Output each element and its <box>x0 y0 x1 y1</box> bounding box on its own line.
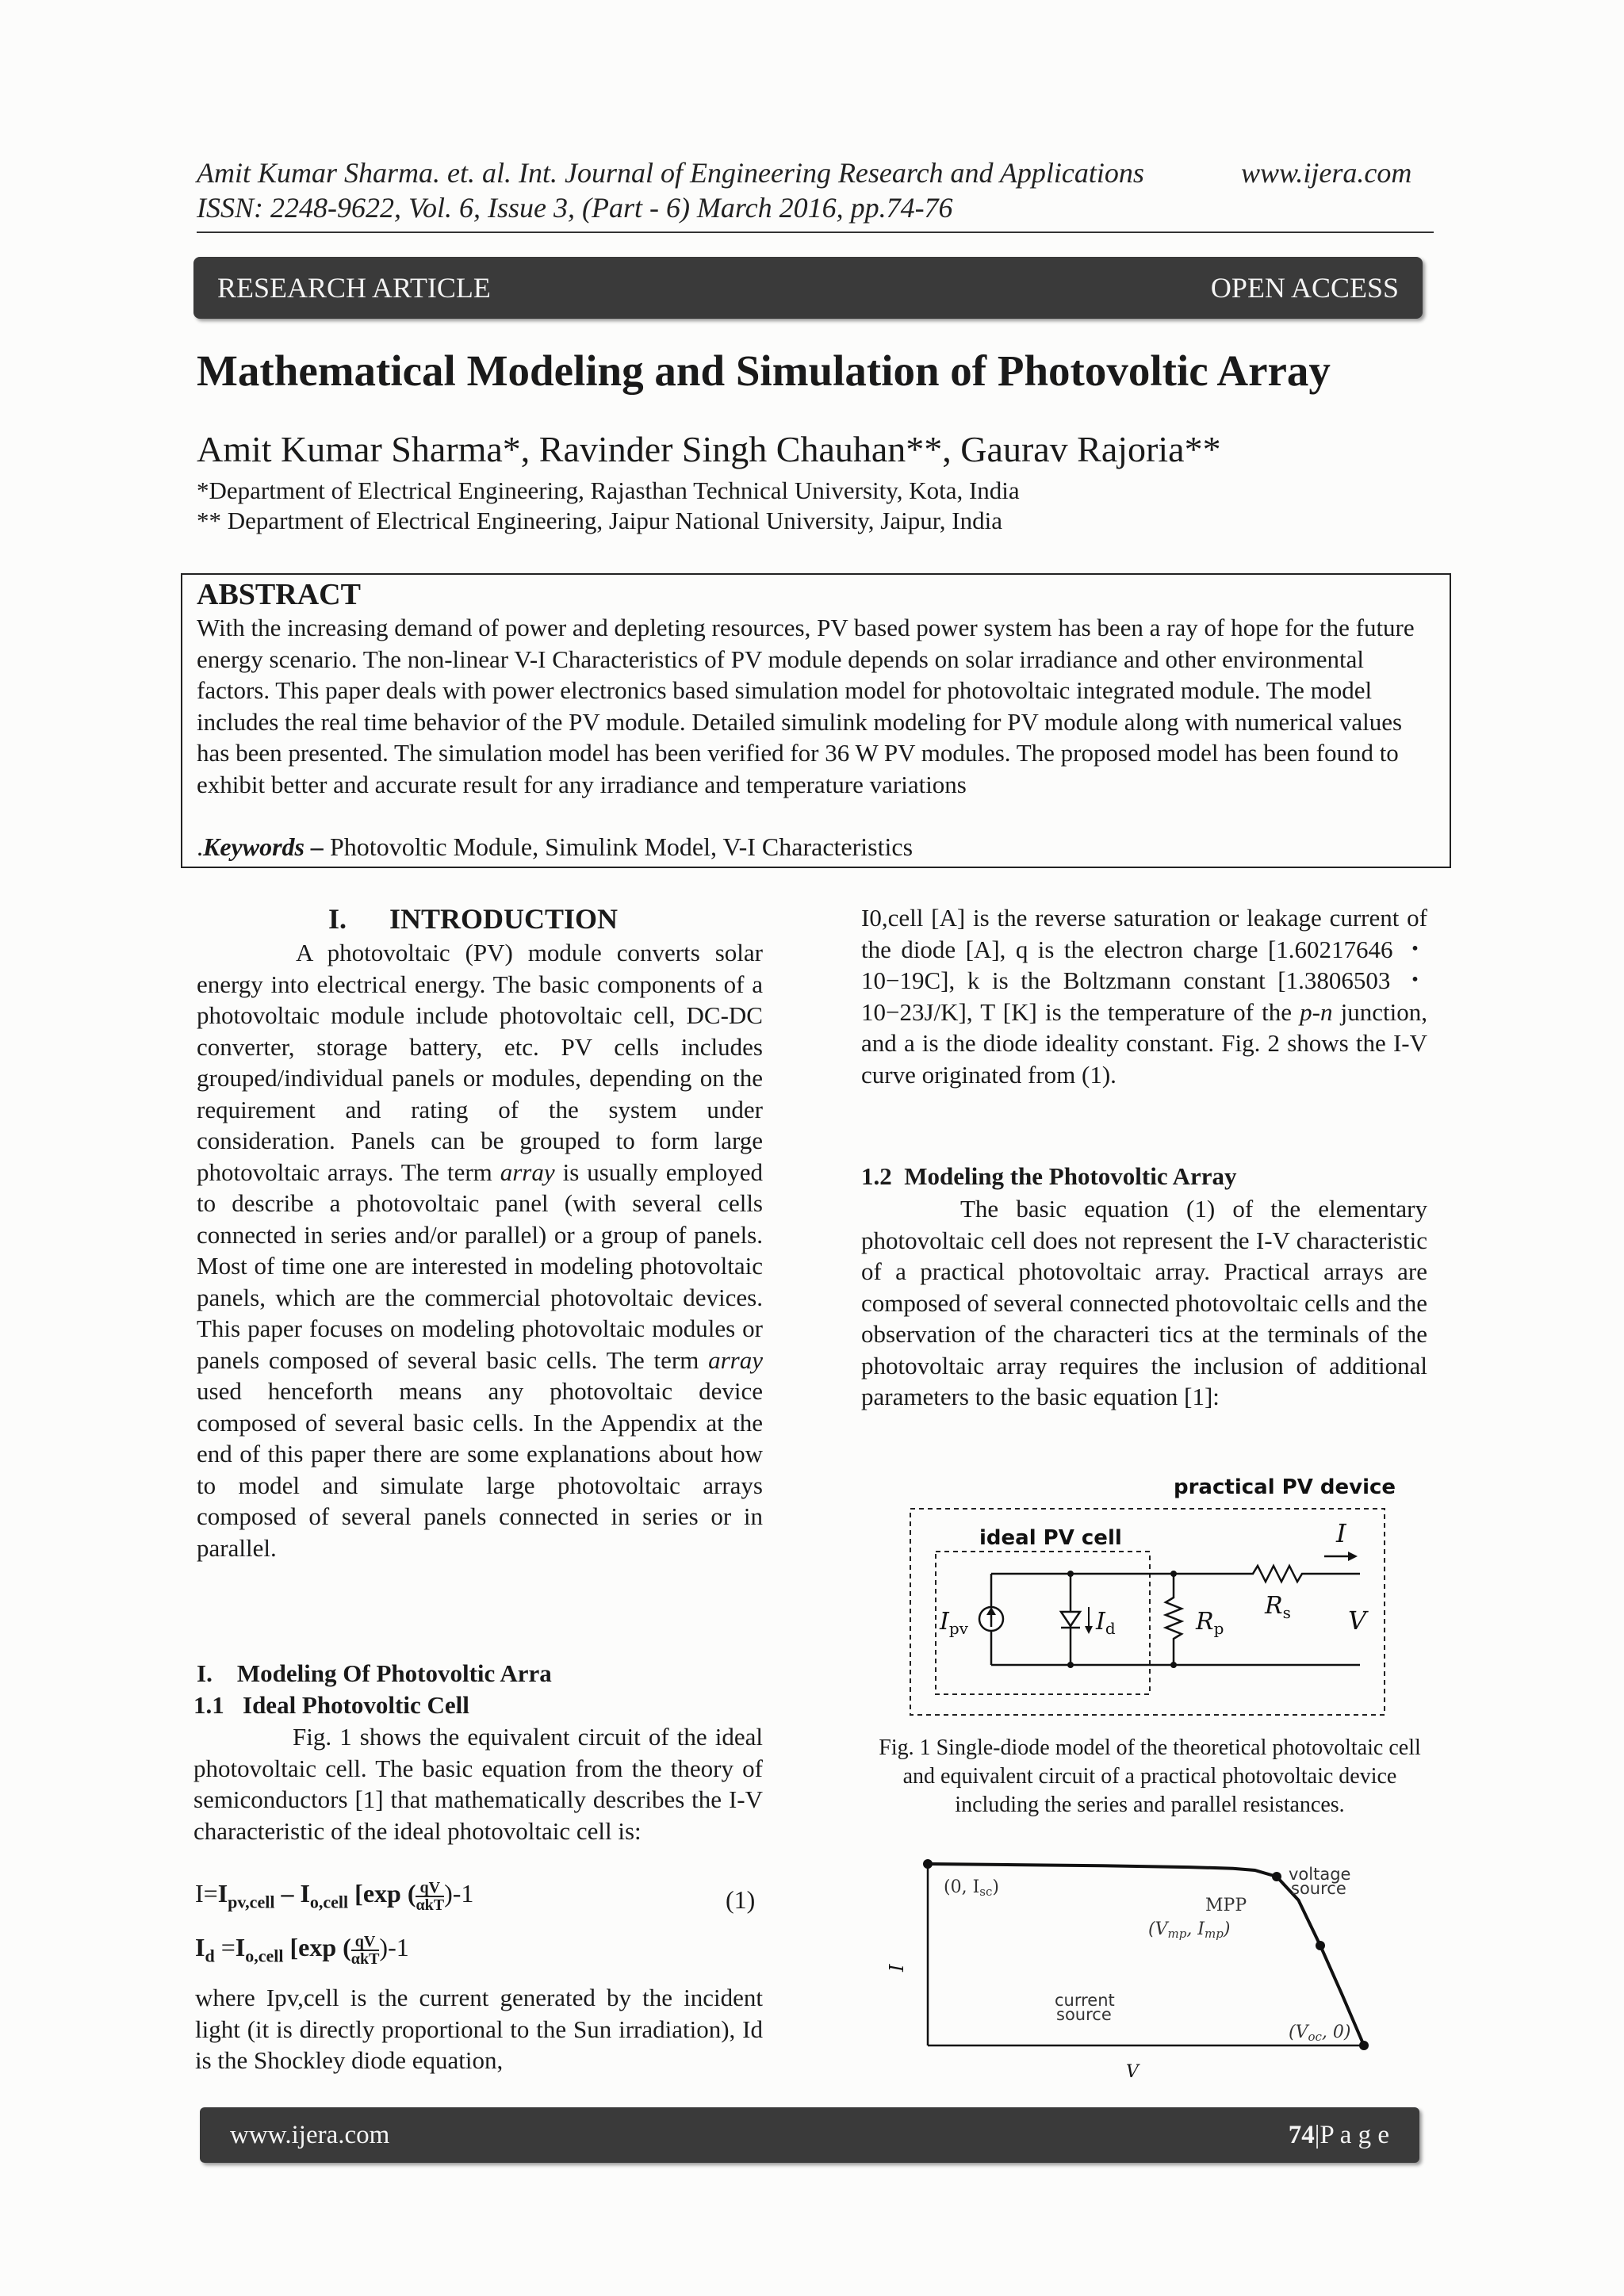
mpp-label: MPP <box>1205 1896 1247 1915</box>
id-label: $I_d$ <box>1096 1608 1116 1638</box>
open-access-label: OPEN ACCESS <box>1210 272 1399 304</box>
research-article-label: RESEARCH ARTICLE <box>217 272 491 304</box>
intro-paragraph: A photovoltaic (PV) module converts solar energy into electrical energy. The basic components of a photovoltaic module include photovoltaic cell, DC-DC converter, storage battery, etc. PV cells includes grouped/individual panels or modules, depending on the requirement and rating of the system under consideration. Panels can be grouped to form large photovoltaic arrays. The term array is usually employed to describe a photovoltaic panel (with several cells connected in series and/or parallel) or a group of panels. Most of time one are interested in modeling photovoltaic panels, which are the commercial photovoltaic devices. This paper focuses on modeling photovoltaic modules or panels composed of several basic cells. The term array used henceforth means any photovoltaic device composed of several basic cells. In the Appendix at the end of this paper there are some explanations about how to model and simulate large photovoltaic arrays composed of several panels connected in series or in parallel. <box>197 939 763 1562</box>
page-number: 74|P a g e <box>1288 2120 1389 2149</box>
issn-line: ISSN: 2248-9622, Vol. 6, Issue 3, (Part - 6) March 2016, pp.74-76 <box>197 192 953 224</box>
abstract-text: With the increasing demand of power and depleting resources, PV based power system has been a ray of hope for the future energy scenario. The non-linear V-I Characteristics of PV module depends on solar irradiance and other environmental factors. This paper deals with power electronics based simulation model for photovoltaic integrated module. The model includes the real time behavior of the PV module. Detailed simulink modeling for PV module along with numerical values has been presented. The simulation model has been verified for 36 W PV modules. The proposed model has been found to exhibit better and accurate result for any irradiance and temperature variations <box>197 614 1415 798</box>
rp-label: $R_p$ <box>1196 1608 1224 1638</box>
rs-resistor-icon <box>1221 1566 1360 1582</box>
affiliation-2: ** Department of Electrical Engineering, Jaipur National University, Jaipur, India <box>197 507 1002 534</box>
voltage-source-label-2: source <box>1291 1879 1346 1898</box>
header-rule <box>197 232 1434 233</box>
paper-title: Mathematical Modeling and Simulation of Photovoltic Array <box>197 346 1331 395</box>
rs-label: $R_s$ <box>1265 1592 1291 1622</box>
equation-1: $I=I_{pv,cell} - I_{o,cell}$ [exp ( $\frac{qV}{\text{αkT}}$ )-1 <box>195 1878 474 1914</box>
figure-1-caption: Fig. 1 Single-diode model of the theoretical photovoltaic cell and equivalent circuit of a practical photovoltaic device including the series and parallel resistances. <box>879 1735 1421 1817</box>
array-paragraph: The basic equation (1) of the elementary photovoltaic cell does not represent the I-V characteristic of a practical photovoltaic array. Practical arrays are composed of several connected photovoltaic cells and the observation of the characteri tics at the terminals of the photovoltaic array requires the inclusion of additional parameters to the basic equation [1]: <box>861 1195 1427 1410</box>
journal-header: Amit Kumar Sharma. et. al. Int. Journal of Engineering Research and Applications <box>197 157 1144 189</box>
ideal-cell-paragraph: Fig. 1 shows the equivalent circuit of the ideal photovoltaic cell. The basic equation from the theory of semiconductors [1] that mathematically describes the I-V characteristic of the ideal photovoltaic cell is: <box>193 1723 763 1845</box>
current-source-label: current <box>1055 1991 1115 2010</box>
equivalent-circuit-figure <box>904 1471 1396 1724</box>
equation-2: $I_d =I_{o,cell}$ [exp ( $\frac{qV}{\text{αkT}}$ )-1 <box>195 1932 409 1968</box>
keywords-line <box>197 832 913 862</box>
ipv-label: $I_{pv}$ <box>940 1608 968 1638</box>
keywords-prefix: . <box>197 832 203 861</box>
intro-heading: I. INTRODUCTION <box>328 903 619 935</box>
section-heading: I. Modeling Of Photovoltic Arra <box>197 1659 552 1687</box>
practical-pv-label: practical PV device <box>1174 1475 1396 1499</box>
page-footer <box>200 2107 1419 2163</box>
subsection-1-1-heading: 1.1 Ideal Photovoltic Cell <box>193 1691 469 1719</box>
ideal-pv-label: ideal PV cell <box>979 1526 1122 1550</box>
footer-url[interactable]: www.ijera.com <box>230 2120 390 2149</box>
isc-label: (0, Isc) <box>944 1877 999 1899</box>
v-label: V <box>1348 1605 1367 1636</box>
rp-resistor-icon <box>1166 1574 1182 1665</box>
subsection-1-2-heading: 1.2 Modeling the Photovoltic Array <box>861 1162 1237 1190</box>
affiliation-1: *Department of Electrical Engineering, Rajasthan Technical University, Kota, India <box>197 476 1020 504</box>
mpp-point <box>1272 1872 1281 1881</box>
ipv-definition-paragraph: where Ipv,cell is the current generated by the incident light (it is directly proportional to the Sun irradiation), Id is the Shockley diode equation, <box>195 1984 763 2074</box>
voltage-source-label: voltage <box>1289 1865 1351 1884</box>
voc-point <box>1359 2041 1369 2050</box>
i-label: I <box>1336 1518 1346 1548</box>
abstract-heading: ABSTRACT <box>197 578 361 611</box>
voltage-source-point <box>1316 1941 1325 1950</box>
keywords-list: Photovoltic Module, Simulink Model, V-I Characteristics <box>324 832 914 861</box>
voc-label: (Voc, 0) <box>1289 2022 1351 2044</box>
parameters-paragraph: I0,cell [A] is the reverse saturation or leakage current of the diode [A], q is the electron charge [1.60217646 ・ 10−19C], k is the Boltzmann constant [1.3806503 ・ 10−23J/K], T [K] is the temperature of the p-n junction, and a is the diode ideality constant. Fig. 2 shows the I-V curve originated from (1). <box>861 904 1427 1089</box>
diode-icon <box>1061 1612 1080 1626</box>
isc-point <box>923 1859 933 1869</box>
mpp-coords-label: (Vmp, Imp) <box>1148 1919 1231 1941</box>
article-banner <box>193 257 1423 319</box>
iv-curve-chart <box>888 1851 1427 2101</box>
y-axis-label: I <box>886 1964 908 1972</box>
current-source-label-2: source <box>1056 2005 1112 2024</box>
author-list: Amit Kumar Sharma*, Ravinder Singh Chauhan**, Gaurav Rajoria** <box>197 429 1221 469</box>
x-axis-label: V <box>1126 2062 1139 2082</box>
journal-url[interactable]: www.ijera.com <box>1241 157 1412 189</box>
equation-1-number: (1) <box>726 1885 756 1914</box>
keywords-label: Keywords – <box>203 832 324 861</box>
